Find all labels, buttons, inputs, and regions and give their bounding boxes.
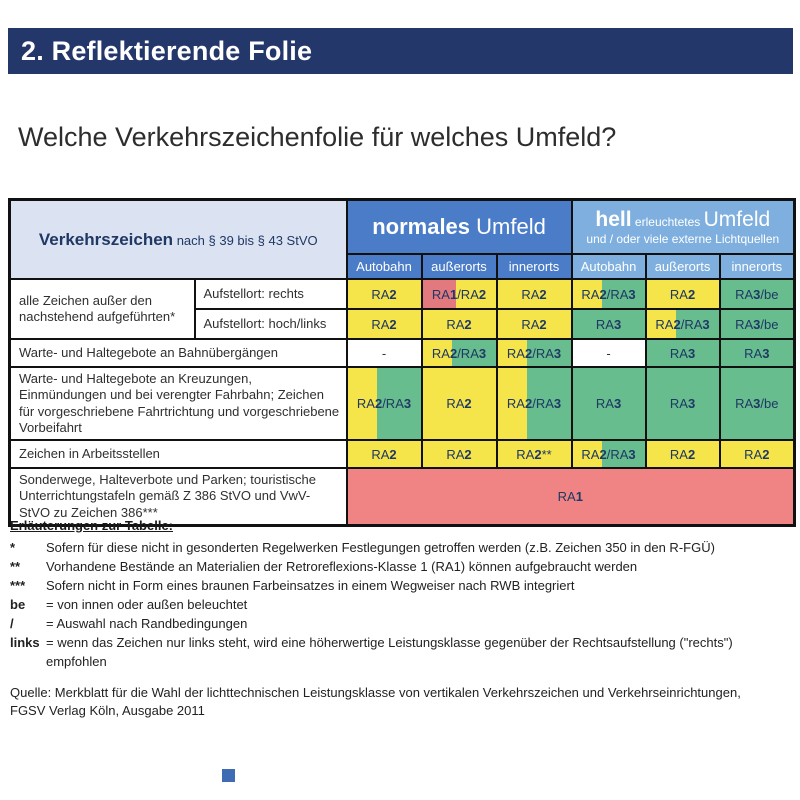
footnote-text: Sofern nicht in Form eines braunen Farbeinsatzes in einem Wegweiser nach RWB integriert xyxy=(46,578,575,593)
row-sublabel-hochlinks: Aufstellort: hoch/links xyxy=(195,309,347,339)
ra-cell: RA2 xyxy=(497,279,572,309)
ra1-span-cell: RA1 xyxy=(347,468,795,525)
table-row xyxy=(10,440,795,468)
subcol-autobahn-1: Autobahn xyxy=(347,254,422,279)
ra-cell: RA2 xyxy=(720,440,795,468)
subcol-innerorts-1: innerorts xyxy=(497,254,572,279)
ra-cell: RA2 xyxy=(422,440,497,468)
page-subtitle: Welche Verkehrszeichenfolie für welches Umfeld? xyxy=(18,122,617,152)
ra-cell: RA3 xyxy=(646,367,720,440)
footnote-marker: *** xyxy=(10,578,26,593)
ra-cell: RA3 xyxy=(572,309,646,339)
source-line-2: FGSV Verlag Köln, Ausgabe 2011 xyxy=(10,703,205,718)
subcol-ausserorts-2: außerorts xyxy=(646,254,720,279)
source-line-1: Quelle: Merkblatt für die Wahl der lichttechnischen Leistungsklasse von vertikalen Verkehrszeichen und Verkehrseinrichtungen, xyxy=(10,685,741,700)
header-normales-umfeld: normales Umfeld xyxy=(347,200,572,255)
ra-cell: RA2/RA3 xyxy=(497,339,572,367)
row-label-bahnuebergaenge: Warte- und Haltegebote an Bahnübergängen xyxy=(10,339,347,367)
header-verkehrszeichen-bold: Verkehrszeichen xyxy=(38,229,174,249)
ra-cell: RA1/RA2 xyxy=(422,279,497,309)
ra-cell: RA2 xyxy=(347,309,422,339)
ra-cell: RA3/be xyxy=(720,309,795,339)
footnote-marker: ** xyxy=(10,559,21,574)
ra-cell: RA2/RA3 xyxy=(572,279,646,309)
ra-cell: - xyxy=(347,339,422,367)
ra-cell: RA2 xyxy=(422,367,497,440)
footnote-item xyxy=(10,614,790,633)
footnote-item xyxy=(10,633,790,671)
footnote-text: Vorhandene Bestände an Materialien der Retroreflexions-Klasse 1 (RA1) können aufgebraucht werden xyxy=(46,559,638,574)
header-hell-subline: und / oder viele externe Lichtquellen xyxy=(586,231,780,246)
table-legend xyxy=(10,518,790,720)
title-banner xyxy=(8,28,793,74)
table-row xyxy=(10,339,795,367)
row-label-kreuzungen: Warte- und Haltegebote an Kreuzungen, Einmündungen und bei verengter Fahrbahn; Zeichen für vorgeschriebene Fahrtrichtung und vorgeschriebene Vorbeifahrt xyxy=(10,367,347,440)
ra-cell: RA2/RA3 xyxy=(422,339,497,367)
blue-square-mark xyxy=(222,769,235,782)
ra-cell: RA2 xyxy=(347,279,422,309)
ra-cell: RA3/be xyxy=(720,279,795,309)
footnote-marker: * xyxy=(10,540,16,555)
ra-cell: RA2/RA3 xyxy=(497,367,572,440)
table-row xyxy=(10,367,795,440)
row-label-arbeitsstellen: Zeichen in Arbeitsstellen xyxy=(10,440,347,468)
ra-cell: RA2/RA3 xyxy=(347,367,422,440)
footnote-item xyxy=(10,538,790,557)
reflective-film-table xyxy=(8,198,796,527)
ra-cell: RA2 xyxy=(646,440,720,468)
table-row xyxy=(10,279,795,309)
source-citation xyxy=(10,684,790,720)
footnote-item xyxy=(10,557,790,576)
footnote-marker: / xyxy=(10,616,14,631)
header-hell-umfeld: hell erleuchtetes Umfeld und / oder viele externe Lichtquellen xyxy=(572,200,795,255)
ra-cell: RA3 xyxy=(720,339,795,367)
row-sublabel-rechts: Aufstellort: rechts xyxy=(195,279,347,309)
row-label-sonderwege: Sonderwege, Halteverbote und Parken; touristische Unterrichtungstafeln gemäß Z 386 StVO und VwV-StVO zu Zeichen 386*** xyxy=(10,468,347,525)
ra-cell: - xyxy=(572,339,646,367)
page-title: 2. Reflektierende Folie xyxy=(21,35,313,66)
footnote-text: = wenn das Zeichen nur links steht, wird eine höherwertige Leistungsklasse gegenüber der Rechtsaufstellung ("rechts") empfohlen xyxy=(46,635,733,669)
ra-cell: RA3 xyxy=(572,367,646,440)
footnote-text: Sofern für diese nicht in gesonderten Regelwerken Festlegungen getroffen werden (z.B. Zeichen 350 in den R-FGÜ) xyxy=(46,540,715,555)
table-row xyxy=(10,468,795,525)
legend-heading: Erläuterungen zur Tabelle: xyxy=(10,518,174,533)
footnote-text: = von innen oder außen beleuchtet xyxy=(46,597,248,612)
row-label-alle-zeichen: alle Zeichen außer den nachstehend aufgeführten* xyxy=(10,279,195,339)
ra-cell: RA2 xyxy=(347,440,422,468)
subcol-ausserorts-1: außerorts xyxy=(422,254,497,279)
ra-cell: RA3 xyxy=(646,339,720,367)
footnote-item xyxy=(10,576,790,595)
footnote-marker: be xyxy=(10,597,26,612)
footnote-text: = Auswahl nach Randbedingungen xyxy=(46,616,248,631)
ra-cell: RA2 xyxy=(422,309,497,339)
ra-cell: RA2/RA3 xyxy=(572,440,646,468)
ra-cell: RA3/be xyxy=(720,367,795,440)
subcol-autobahn-2: Autobahn xyxy=(572,254,646,279)
subcol-innerorts-2: innerorts xyxy=(720,254,795,279)
ra-cell: RA2 xyxy=(646,279,720,309)
header-verkehrszeichen xyxy=(10,200,347,280)
footnote-item xyxy=(10,595,790,614)
header-verkehrszeichen-rest: nach § 39 bis § 43 StVO xyxy=(173,232,318,248)
ra-cell: RA2/RA3 xyxy=(646,309,720,339)
ra-cell: RA2** xyxy=(497,440,572,468)
ra-cell: RA2 xyxy=(497,309,572,339)
footnote-marker: links xyxy=(10,635,40,650)
